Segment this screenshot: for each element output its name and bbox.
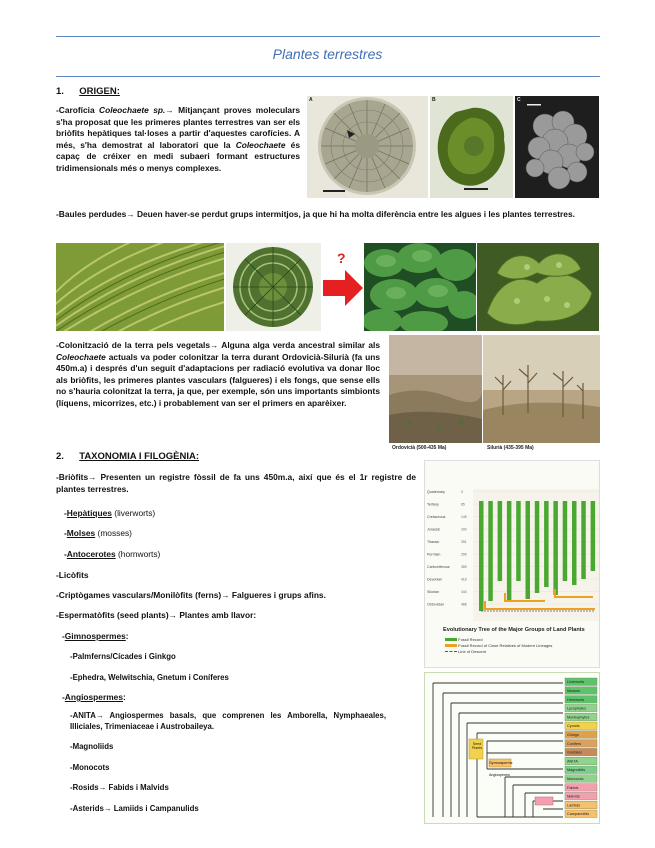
legend-swatch-relatives (445, 644, 457, 647)
clado-node-gymno: Gymnosperms (489, 761, 513, 765)
evo-fossil-bar (488, 501, 493, 601)
gimno-item-2: -Ephedra, Welwitschia, Gnetum i Coníferes (70, 673, 229, 682)
evo-period-label: Triassic (427, 540, 440, 544)
clado-node-angio: Angiosperms (489, 773, 510, 777)
coleochaete-figure-c (515, 96, 599, 198)
evo-period-label: Carboniferous (427, 565, 450, 569)
bryo-name-1: Molses (66, 528, 96, 538)
angio-item-2: -Monocots (70, 763, 110, 772)
gimno-label-text: Gimnospermes (64, 631, 126, 641)
angio-item-4: -Asterids→ Lamiids i Campanulids (70, 804, 199, 813)
evo-period-label: Quaternary (427, 490, 445, 494)
coleochaete-figure-a (307, 96, 428, 198)
bryo-item-antocerotes: -Antocerotes (hornworts) (64, 549, 161, 559)
legend-text-2: Line of Descent (458, 649, 486, 654)
evo-age-label: 0 (461, 490, 463, 494)
legend-swatch-descent (445, 651, 457, 652)
clado-label-text: Lamiids (567, 803, 581, 808)
ordovician-landscape (389, 335, 482, 443)
land-colonization-paragraph (56, 340, 380, 410)
briofits-paragraph: -Briòfits→ Presenten un registre fòssil de fa uns 450m.a, així que és el 1r registre de plantes terrestres. (56, 472, 416, 494)
coleochaete-paragraph (56, 105, 300, 175)
evo-age-label: 200 (461, 527, 467, 532)
silurian-caption: Silurià (435-395 Ma) (487, 445, 534, 451)
evo-age-label: 488 (461, 602, 467, 607)
evo-fossil-bar (591, 501, 596, 571)
p1-arrow: → (165, 105, 174, 115)
evo-period-label: Cretaceous (427, 515, 446, 519)
section1-number: 1. (56, 86, 64, 97)
evo-period-label: Silurian (427, 590, 439, 594)
p1-species: Coleochaete sp. (99, 105, 166, 115)
evo-age-label: 145 (461, 515, 467, 519)
clado-label-text: Monilophytes (567, 715, 590, 720)
evo-age-label: 359 (461, 565, 467, 569)
angio-item-1: -Magnoliids (70, 742, 114, 751)
evolutionary-tree-chart (424, 460, 600, 668)
fig-label-c: C (517, 97, 521, 103)
page-title: Plantes terrestres (272, 46, 383, 62)
bryo-en-1: (mosses) (95, 528, 132, 538)
evo-age-label: 299 (461, 552, 467, 557)
title-rule (56, 76, 600, 77)
evo-period-label: Jurassic (427, 527, 441, 532)
clado-label-text: Monocots (567, 777, 584, 781)
evo-age-label: 251 (461, 540, 467, 544)
section2-heading (56, 451, 199, 462)
licofits-item: -Licòfits (56, 570, 89, 580)
evo-fossil-bar (479, 501, 484, 611)
clado-label-text: Liverworts (567, 680, 585, 685)
p1-species2: Coleochaete (235, 139, 286, 150)
p3-species: Coleochaete (56, 351, 106, 362)
evo-age-label: 65 (461, 502, 465, 507)
section2-title: TAXONOMIA I FILOGÈNIA: (79, 451, 200, 462)
evo-legend-relatives (445, 643, 552, 648)
silurian-landscape (483, 335, 600, 443)
gimnospermes-label: -Gimnospermes: (62, 631, 129, 641)
question-mark: ? (337, 250, 346, 266)
clado-label-text: Fabids (567, 785, 579, 790)
legend-swatch-fossil (445, 638, 457, 641)
algae-filaments-photo (56, 243, 224, 331)
ordovician-caption: Ordovicià (500-435 Ma) (392, 445, 447, 451)
p1-text: Mitjançant proves moleculars s'ha proposat que les primeres plantes terrestres van ser els briòfits hepàtiques tal·loses a partir d'aquestes carofícies. A més, s'ha demostrat al laboratori que la (56, 105, 300, 150)
legend-text-0: Fossil Record (458, 637, 483, 642)
evo-fossil-bar (535, 501, 540, 593)
evo-period-label: Permian (427, 552, 441, 557)
clado-label-text: Gnetales (567, 750, 583, 755)
evo-fossil-bar (544, 501, 549, 587)
clado-label-text: Campanulids (567, 812, 590, 817)
section1-title: ORIGEN: (79, 86, 120, 97)
coleochaete-figure-b (430, 96, 513, 198)
fig-label-b: B (432, 97, 436, 103)
evo-fossil-bar (526, 501, 531, 599)
evo-fossil-bar (507, 501, 512, 601)
bryo-en-2: (hornworts) (115, 549, 161, 559)
evolution-arrow (323, 250, 363, 320)
gimno-item-1: -Palmferns/Cícades i Ginkgo (70, 652, 176, 661)
evo-period-label: Ordovician (427, 602, 445, 607)
bryo-item-molses: -Molses (mosses) (64, 528, 132, 538)
clado-label-text: Malvids (567, 794, 580, 799)
espermatofits-item: -Espermatòfits (seed plants)→ Plantes amb llavor: (56, 610, 257, 620)
evo-period-label: Devonian (427, 577, 443, 582)
thalloid-liverwort-photo (477, 243, 599, 331)
evo-fossil-bar (553, 501, 558, 595)
evo-fossil-bar (581, 501, 586, 579)
evo-fossil-bar (516, 501, 521, 581)
fig-label-a: A (309, 97, 313, 103)
angiospermes-label: -Angiospermes: (62, 692, 126, 702)
evo-age-label: 444 (461, 590, 467, 594)
coleochaete-disc-photo (226, 243, 321, 331)
clado-label-text: Ginkgo (567, 733, 580, 737)
clado-node-seed: Seed Plants (472, 742, 482, 750)
criptogames-item: -Criptògames vasculars/Monilòfits (ferns)→ Falgueres i grups afins. (56, 590, 326, 600)
legend-text-1: Fossil Record of Close Relatives of Modern Lineages (458, 643, 553, 648)
bryo-name-0: Hepàtiques (66, 508, 112, 518)
clado-label-text: ANITA (567, 759, 578, 764)
clado-label-text: Lycophytes (567, 706, 587, 711)
p1-text2: és capaç de créixer en medi subaeri formant estructures tridimensionals més o menys complexes. (56, 139, 300, 173)
clado-label-text: Hornworts (567, 697, 585, 702)
clado-label-text: Magnoliids (567, 768, 586, 773)
clado-label-text: Mosses (567, 689, 581, 693)
evo-fossil-bar (572, 501, 577, 585)
evo-legend-descent (445, 649, 486, 654)
anita-paragraph: -ANITA→ Angiospermes basals, que comprenen les Amborella, Nymphaeales, Illiciales, Trimeniaceae i Austrobaileya. (70, 711, 386, 731)
angio-item-3: -Rosids→ Fabids i Malvids (70, 783, 169, 792)
p3-lead: -Colonització de la terra pels vegetals→ Alguna alga verda ancestral similar als (56, 340, 380, 350)
evo-legend-fossil (445, 637, 483, 642)
section1-heading (56, 86, 120, 97)
clado-label-text: Cycads (567, 724, 580, 729)
clado-label-text: Conifers (567, 741, 582, 746)
evo-chart-title: Evolutionary Tree of the Major Groups of Land Plants (443, 627, 585, 633)
evo-fossil-bar (563, 501, 568, 581)
evo-fossil-bar (498, 501, 503, 581)
p1-lead: -Carofícia (56, 105, 100, 115)
liverwort-photo (364, 243, 476, 331)
cladogram (424, 672, 600, 824)
bryo-item-hepatiques: -Hepàtiques (liverworts) (64, 508, 156, 518)
evo-age-label: 416 (461, 577, 467, 582)
bryo-en-0: (liverworts) (111, 508, 156, 518)
top-rule (56, 36, 600, 37)
section2-number: 2. (56, 451, 64, 462)
angio-label-text: Angiospermes (64, 692, 123, 702)
missing-links-paragraph: -Baules perdudes→ Deuen haver-se perdut grups intermitjos, ja que hi ha molta diferència entre les algues i les plantes terrestres. (56, 209, 575, 219)
bryo-name-2: Antocerotes (66, 549, 116, 559)
evo-period-label: Tertiary (427, 502, 439, 507)
p3-text: actuals va poder colonitzar la terra durant Ordovicià-Silurià (fa uns 450m.a) i després d'un seguit d'adaptacions per radiació evolutiva va donar lloc als briòfits, les primeres plantes vasculars (falgueres) i els fongs, que sense ells no s'hauria colonitzat la terra, ja que, per exemple, són uns importants simbionts (líquens, micorrizes, etc.) i probablement van ser el primers en aparèixer. (56, 351, 380, 408)
